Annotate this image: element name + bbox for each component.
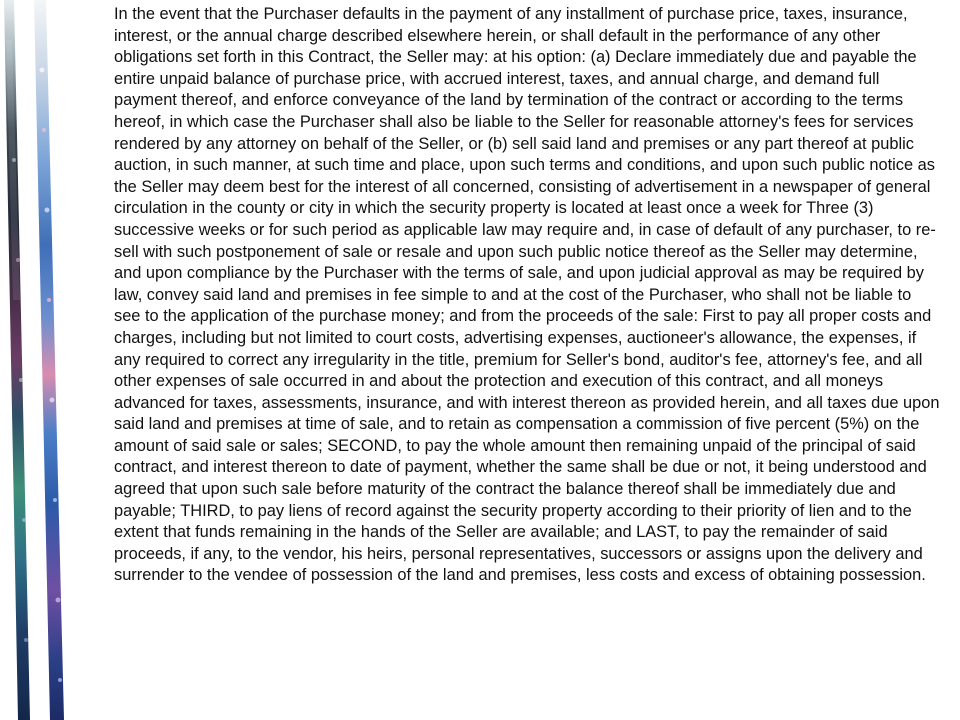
decorative-strip-left-graphic xyxy=(0,0,30,720)
decorative-strip-left xyxy=(0,0,30,720)
decorative-strip-right xyxy=(34,0,64,720)
decorative-strip-right-graphic xyxy=(34,0,64,720)
contract-default-clause-text: In the event that the Purchaser defaults in the payment of any installment of purchase price, taxes, insurance, interest, or the annual charge described elsewhere herein, or shall default in the performance of any other obligations set forth in this Contract, the Seller may: at his option: (a) Declare immediately due and payable the entire unpaid balance of purchase price, with accrued interest, taxes, and annual charge, and demand full payment thereof, and enforce conveyance of the land by termination of the contract or according to the terms hereof, in which case the Purchaser shall also be liable to the Seller for reasonable attorney's fees for services rendered by any attorney on behalf of the Seller, or (b) sell said land and premises or any part thereof at public auction, in such manner, at such time and place, upon such terms and conditions, and upon such public notice as the Seller may deem best for the interest of all concerned, consisting of advertisement in a newspaper of general circulation in the county or city in which the security property is located at least once a week for Three (3) successive weeks or for such period as applicable law may require and, in case of default of any purchaser, to re-sell with such postponement of sale or resale and upon such public notice thereof as the Seller may determine, and upon compliance by the Purchaser with the terms of sale, and upon judicial approval as may be required by law, convey said land and premises in fee simple to and at the cost of the Purchaser, who shall not be liable to see to the application of the purchase money; and from the proceeds of the sale: First to pay all proper costs and charges, including but not limited to court costs, advertising expenses, auctioneer's allowance, the expenses, if any required to correct any irregularity in the title, premium for Seller's bond, auditor's fee, attorney's fee, and all other expenses of sale occurred in and about the protection and execution of this contract, and all moneys advanced for taxes, assessments, insurance, and with interest thereon as provided herein, and all taxes due upon said land and premises at time of sale, and to retain as compensation a commission of five percent (5%) on the amount of said sale or sales; SECOND, to pay the whole amount then remaining unpaid of the principal of said contract, and interest thereon to date of payment, whether the same shall be due or not, it being understood and agreed that upon such sale before maturity of the contract the balance thereof shall be immediately due and payable; THIRD, to pay liens of record against the security property according to their priority of lien and to the extent that funds remaining in the hands of the Seller are available; and LAST, to pay the remainder of said proceeds, if any, to the vendor, his heirs, personal representatives, successors or assigns upon the delivery and surrender to the vendee of possession of the land and premises, less costs and excess of obtaining possession. xyxy=(114,5,940,585)
